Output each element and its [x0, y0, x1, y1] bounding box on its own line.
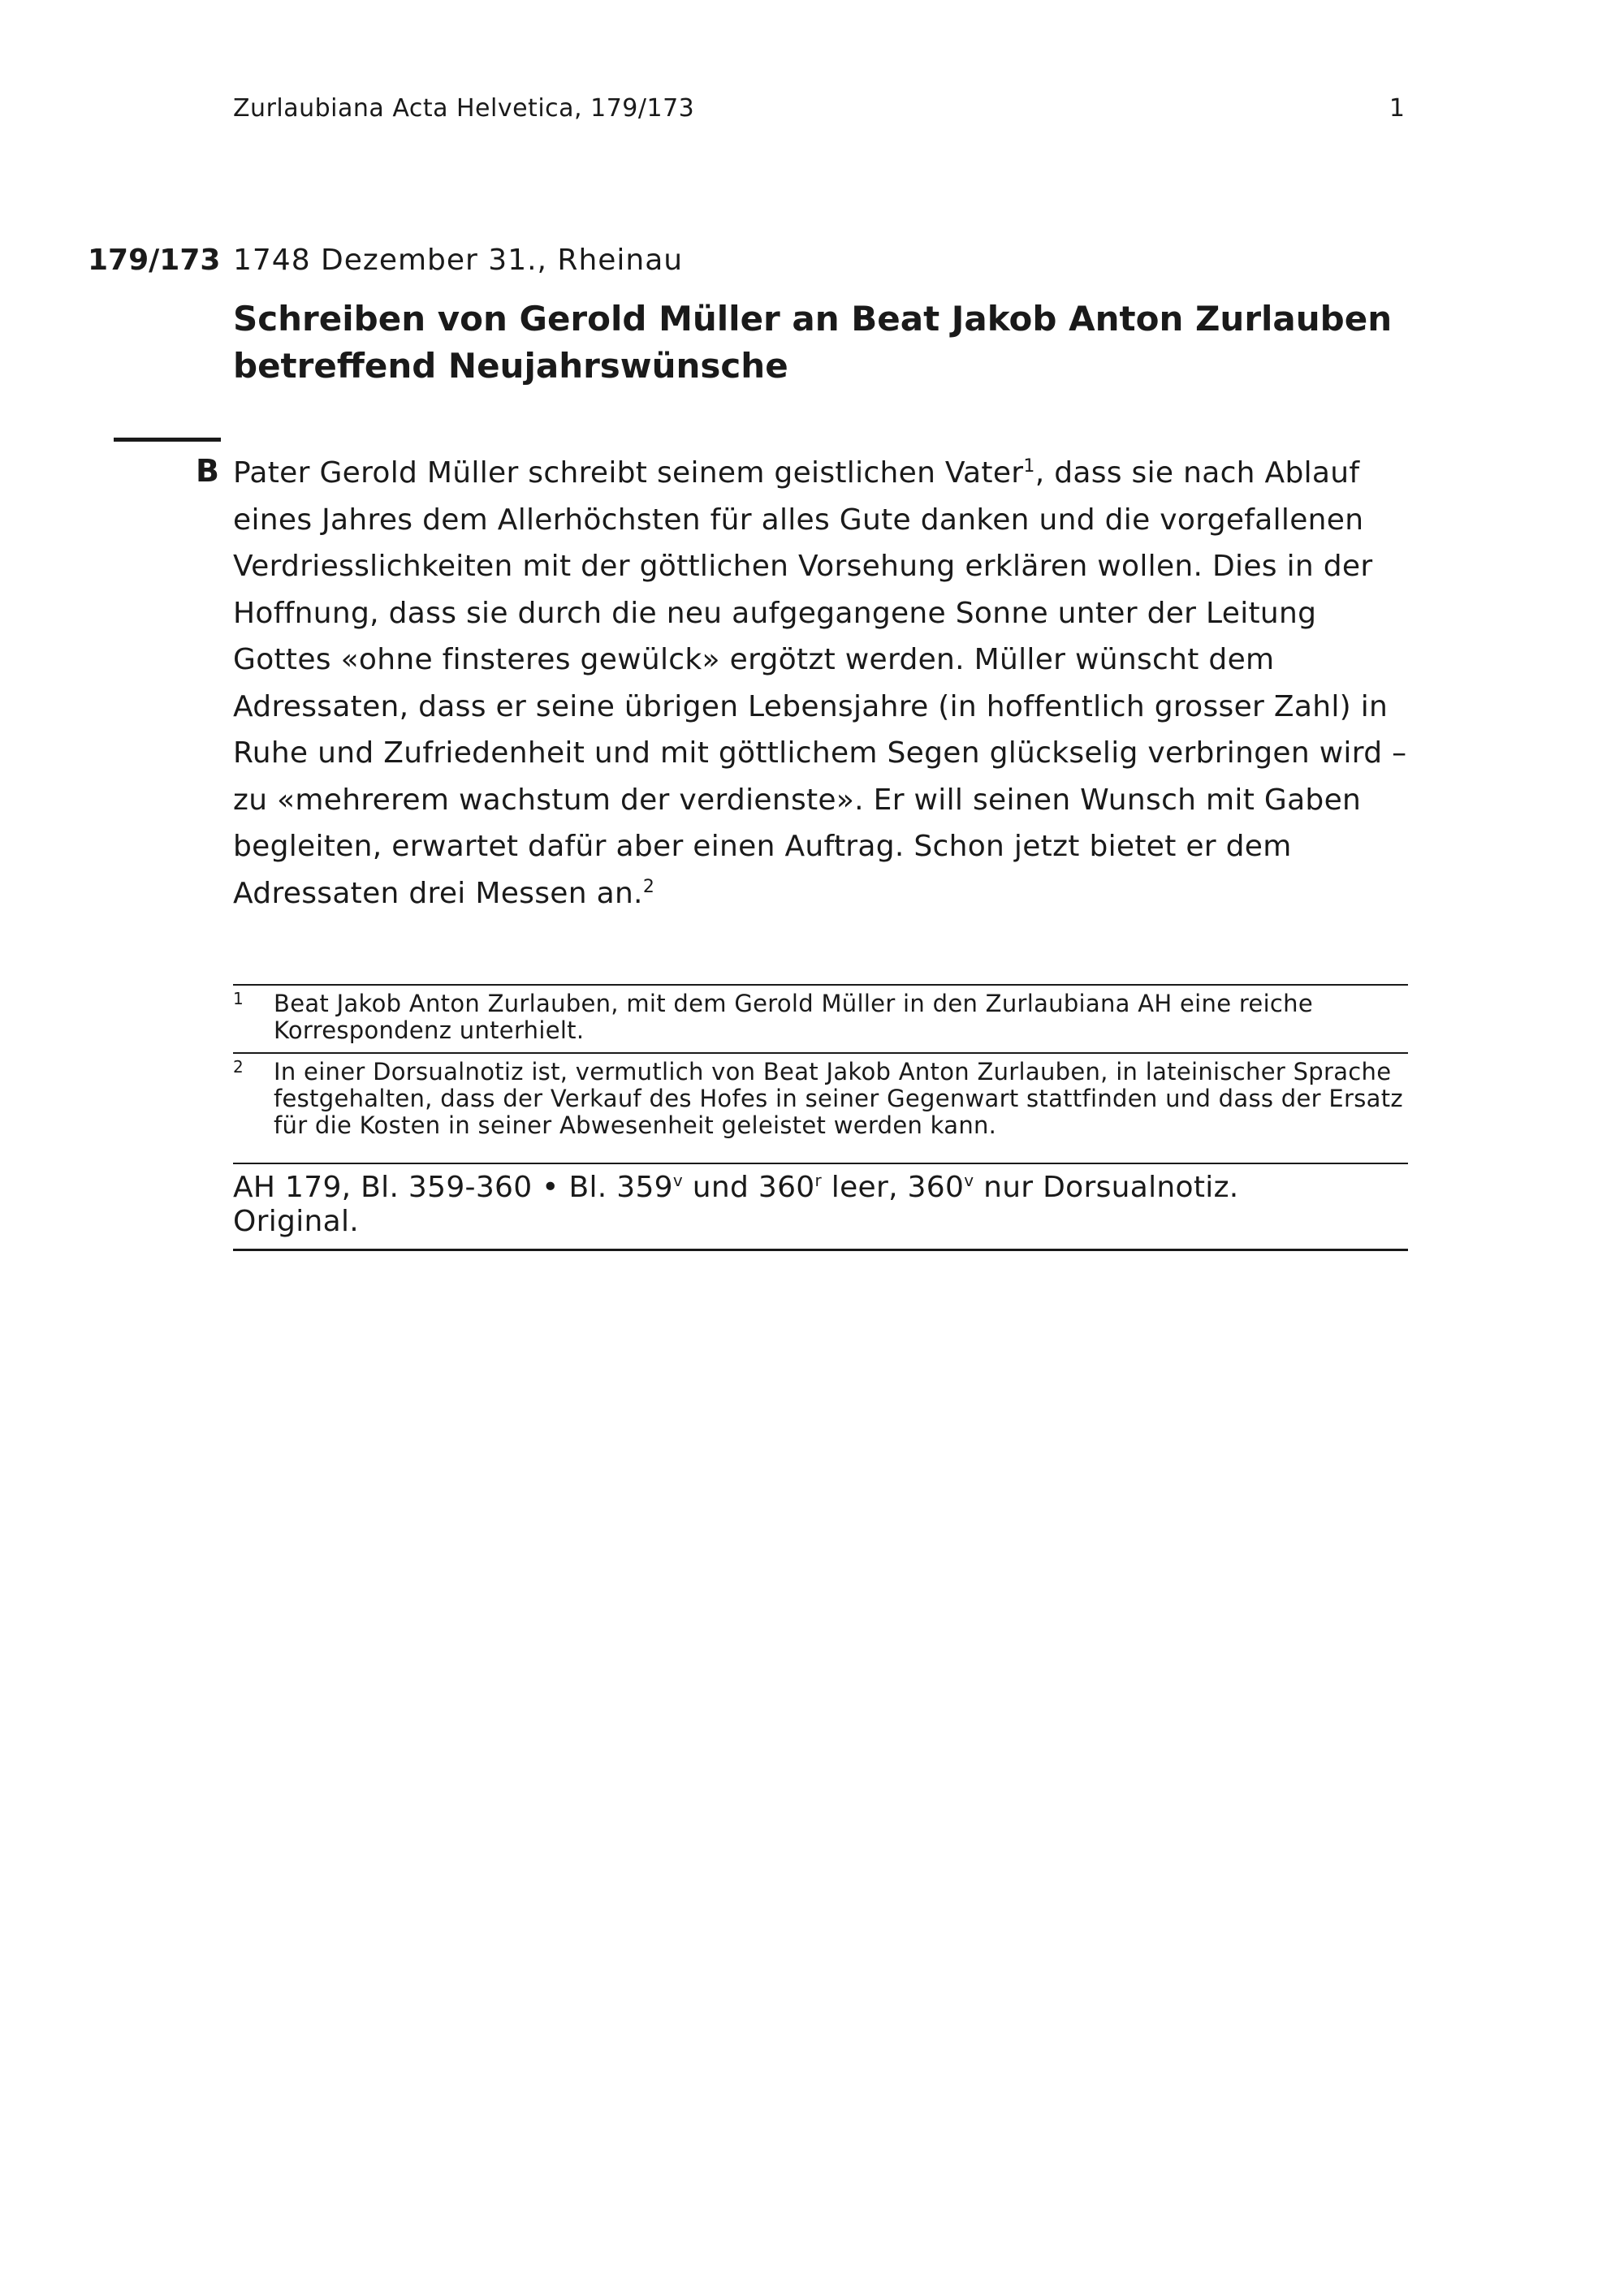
- document-number: 179/173: [88, 244, 221, 277]
- document-date-place: 1748 Dezember 31., Rheinau: [233, 244, 684, 277]
- footnote-1: [233, 984, 1408, 1052]
- source-sup-2: r: [814, 1171, 823, 1190]
- document-title: Schreiben von Gerold Müller an Beat Jakob Anton Zurlauben betreffend Neujahrswünsche: [233, 299, 1393, 386]
- source-description: [233, 1163, 1408, 1251]
- source-line-2: Original.: [233, 1205, 360, 1238]
- source-sup-1: v: [672, 1171, 684, 1190]
- footnote-2: [233, 1052, 1408, 1147]
- source-part-3: leer, 360: [822, 1171, 965, 1204]
- footnote-ref-1[interactable]: 1: [1023, 456, 1035, 477]
- margin-rule: [114, 438, 221, 442]
- running-header: Zurlaubiana Acta Helvetica, 179/173: [233, 94, 695, 123]
- footnote-mark-2: 2: [233, 1057, 244, 1077]
- source-part-4: nur Dorsualnotiz.: [974, 1171, 1239, 1204]
- footnote-mark-1: 1: [233, 989, 244, 1008]
- source-part-1: AH 179, Bl. 359-360 • Bl. 359: [233, 1171, 673, 1204]
- witness-siglum: B: [196, 453, 219, 489]
- source-line-1: [233, 1171, 1408, 1205]
- regest-text-part-2: , dass sie nach Ablauf eines Jahres dem Allerhöchsten für alles Gute danken und die vorgefallenen Verdriesslichkeiten mit der göttlichen Vorsehung erklären wollen. Dies in der Hoffnung, dass sie durch die neu aufgegangene Sonne unter der Leitung Gottes «ohne finsteres gewülck» ergötzt werden. Müller wünscht dem Adressaten, dass er seine übrigen Lebensjahre (in hoffentlich grosser Zahl) in Ruhe und Zufriedenheit und mit göttlichem Segen glückselig verbringen wird – zu «mehrerem wachstum der verdienste». Er will seinen Wunsch mit Gaben begleiten, erwartet dafür aber einen Auftrag. Schon jetzt bietet er dem Adressaten drei Messen an.: [233, 456, 1407, 910]
- footnote-text-1: Beat Jakob Anton Zurlauben, mit dem Gerold Müller in den Zurlaubiana AH eine reiche Korrespondenz unterhielt.: [274, 990, 1313, 1044]
- regest-paragraph: [233, 450, 1419, 917]
- page-number: 1: [1389, 94, 1405, 123]
- footnotes: [233, 984, 1408, 1147]
- source-sup-3: v: [964, 1171, 974, 1190]
- footnote-ref-2[interactable]: 2: [642, 876, 655, 897]
- regest-text-part-1: Pater Gerold Müller schreibt seinem geistlichen Vater: [233, 456, 1024, 490]
- footnote-text-2: In einer Dorsualnotiz ist, vermutlich von Beat Jakob Anton Zurlauben, in lateinischer Sprache festgehalten, dass der Verkauf des Hofes in seiner Gegenwart stattfinden und dass der Ersatz für die Kosten in seiner Abwesenheit geleistet werden kann.: [274, 1058, 1403, 1139]
- source-part-2: und 360: [683, 1171, 815, 1204]
